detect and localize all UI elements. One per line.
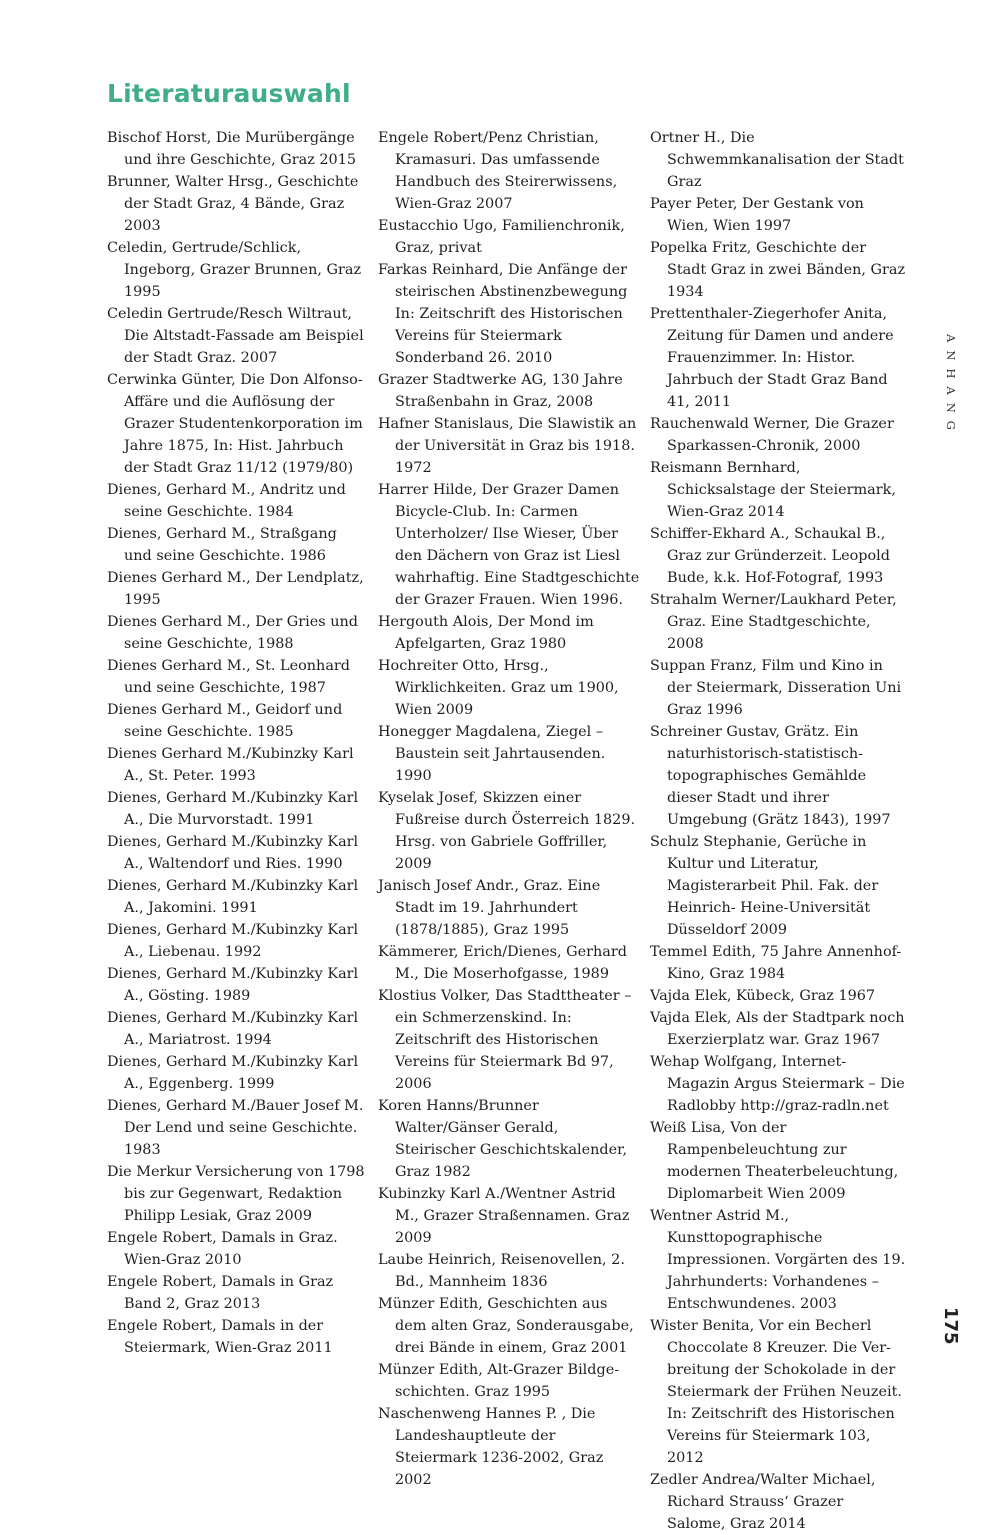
bibliography-entry: Payer Peter, Der Gestank von Wien, Wien 1997 [650,196,864,234]
bibliography-entry: Engele Robert, Damals in Graz. Wien-Graz 2010 [107,1230,338,1268]
bibliography-entry: Harrer Hilde, Der Grazer Damen Bicycle-Club. In: Carmen Unterholzer/ Ilse Wieser, Über den Dächern von Graz ist Liesl wahrhaftig. Eine Stadtgeschichte der Grazer Frauen. Wien 1996. [378,482,640,608]
bibliography-entry: Bischof Horst, Die Murübergänge und ihre Geschichte, Graz 2015 [107,130,356,168]
bibliography-entry: Dienes Gerhard M., Der Lendplatz, 1995 [107,570,364,608]
bibliography-entry: Dienes, Gerhard M., Straßgang und seine Geschichte. 1986 [107,526,337,564]
bibliography-entry: Die Merkur Versicherung von 1798 bis zur Gegenwart, Redaktion Philipp Lesiak, Graz 2009 [107,1164,365,1224]
bibliography-entry: Dienes Gerhard M., St. Leonhard und seine Geschichte, 1987 [107,658,350,696]
bibliography-entry: Brunner, Walter Hrsg., Geschichte der Stadt Graz, 4 Bände, Graz 2003 [107,174,359,234]
bibliography-entry: Schulz Stephanie, Gerüche in Kultur und Literatur, Magisterarbeit Phil. Fak. der Heinrich- Heine-Universität Düsseldorf 2009 [650,834,879,938]
bibliography-entry: Eustacchio Ugo, Familienchronik, Graz, privat [378,218,625,256]
bibliography-entry: Kyselak Josef, Skizzen einer Fußreise durch Österreich 1829. Hrsg. von Gabriele Goffriller, 2009 [378,790,636,872]
bibliography-entry: Hergouth Alois, Der Mond im Apfelgarten, Graz 1980 [378,614,594,652]
bibliography-entry: Popelka Fritz, Geschichte der Stadt Graz in zwei Bänden, Graz 1934 [650,240,906,300]
page-number: 175 [940,1307,961,1345]
bibliography-column-2 [378,127,640,1491]
bibliography-entry: Schreiner Gustav, Grätz. Ein naturhistorisch-statistisch-topographisches Gemählde dieser Stadt und ihrer Umgebung (Grätz 1843), 1997 [650,724,891,828]
bibliography-entry: Grazer Stadtwerke AG, 130 Jahre Straßenbahn in Graz, 2008 [378,372,623,410]
bibliography-entry: Reismann Bernhard, Schicksalstage der Steiermark, Wien-Graz 2014 [650,460,896,520]
bibliography-entry: Vajda Elek, Kübeck, Graz 1967 [650,988,876,1004]
bibliography-entry: Dienes Gerhard M., Der Gries und seine Geschichte, 1988 [107,614,358,652]
bibliography-entry: Kämmerer, Erich/Dienes, Gerhard M., Die Moserhofgasse, 1989 [378,944,627,982]
bibliography-entry: Dienes, Gerhard M./Kubinzky Karl A., Die Murvorstadt. 1991 [107,790,359,828]
bibliography-entry: Dienes Gerhard M., Geidorf und seine Geschichte. 1985 [107,702,343,740]
bibliography-entry: Münzer Edith, Geschichten aus dem alten Graz, Sonderausgabe, drei Bände in einem, Graz 2001 [378,1296,634,1356]
bibliography-entry: Zedler Andrea/Walter Michael, Richard Strauss‘ Grazer Salome, Graz 2014 [650,1472,876,1532]
bibliography-entry: Celedin, Gertrude/Schlick, Ingeborg, Grazer Brunnen, Graz 1995 [107,240,362,300]
bibliography-entry: Engele Robert/Penz Christian, Kramasuri. Das umfassende Handbuch des Steirerwissens, Wien-Graz 2007 [378,130,618,212]
bibliography-entry: Farkas Reinhard, Die Anfänge der steirischen Abstinenzbewegung In: Zeitschrift des Historischen Vereins für Steiermark Sonderband 26. 2010 [378,262,628,366]
bibliography-entry: Dienes, Gerhard M./Kubinzky Karl A., Jakomini. 1991 [107,878,359,916]
bibliography-entry: Dienes, Gerhard M./Kubinzky Karl A., Liebenau. 1992 [107,922,359,960]
bibliography-entry: Janisch Josef Andr., Graz. Eine Stadt im 19. Jahrhundert (1878/1885), Graz 1995 [378,878,601,938]
bibliography-entry: Koren Hanns/Brunner Walter/Gänser Gerald, Steirischer Geschichtskalender, Graz 1982 [378,1098,628,1180]
bibliography-entry: Hafner Stanislaus, Die Slawistik an der Universität in Graz bis 1918. 1972 [378,416,637,476]
page-title: Literaturauswahl [107,78,351,108]
bibliography-entry: Wentner Astrid M., Kunsttopographische Impressionen. Vorgärten des 19. Jahrhunderts: Vorhandenes – Entschwundenes. 2003 [650,1208,906,1312]
bibliography-entry: Naschenweng Hannes P. , Die Landeshauptleute der Steiermark 1236-2002, Graz 2002 [378,1406,604,1488]
bibliography-entry: Prettenthaler-Ziegerhofer Anita, Zeitung für Damen und andere Frauenzimmer. In: Histor. Jahrbuch der Stadt Graz Band 41, 2011 [650,306,894,410]
bibliography-column-1 [107,127,369,1359]
bibliography-entry: Wehap Wolfgang, Internet-Magazin Argus Steiermark – Die Radlobby http://graz-radln.net [650,1054,905,1114]
bibliography-entry: Dienes, Gerhard M., Andritz und seine Geschichte. 1984 [107,482,346,520]
bibliography-entry: Laube Heinrich, Reisenovellen, 2. Bd., Mannheim 1836 [378,1252,625,1290]
bibliography-entry: Münzer Edith, Alt-Grazer Bildgeschichten. Graz 1995 [378,1362,620,1400]
bibliography-entry: Cerwinka Günter, Die Don Alfonso-Affäre und die Auflösung der Grazer Studentenkorporation im Jahre 1875, In: Hist. Jahrbuch der Stadt Graz 11/12 (1979/80) [107,372,363,476]
bibliography-entry: Dienes, Gerhard M./Kubinzky Karl A., Eggenberg. 1999 [107,1054,359,1092]
bibliography-entry: Temmel Edith, 75 Jahre Annenhof-Kino, Graz 1984 [650,944,902,982]
bibliography-entry: Strahalm Werner/Laukhard Peter, Graz. Eine Stadtgeschichte, 2008 [650,592,897,652]
bibliography-entry: Dienes, Gerhard M./Kubinzky Karl A., Waltendorf und Ries. 1990 [107,834,359,872]
bibliography-entry: Ortner H., Die Schwemmkanalisation der Stadt Graz [650,130,904,190]
bibliography-entry: Dienes, Gerhard M./Bauer Josef M. Der Lend und seine Geschichte. 1983 [107,1098,364,1158]
bibliography-entry: Vajda Elek, Als der Stadtpark noch Exerzierplatz war. Graz 1967 [650,1010,905,1048]
bibliography-entry: Wister Benita, Vor ein Becherl Choccolate 8 Kreuzer. Die Verbreitung der Schokolade in der Steiermark der Frühen Neuzeit. In: Zeitschrift des Historischen Vereins für Steiermark 103, 2012 [650,1318,902,1466]
bibliography-entry: Rauchenwald Werner, Die Grazer Sparkassen-Chronik, 2000 [650,416,894,454]
bibliography-entry: Engele Robert, Damals in Graz Band 2, Graz 2013 [107,1274,334,1312]
bibliography-entry: Celedin Gertrude/Resch Wiltraut, Die Altstadt-Fassade am Beispiel der Stadt Graz. 2007 [107,306,364,366]
bibliography-entry: Dienes, Gerhard M./Kubinzky Karl A., Gösting. 1989 [107,966,359,1004]
bibliography-entry: Honegger Magdalena, Ziegel – Baustein seit Jahrtausenden. 1990 [378,724,606,784]
bibliography-entry: Suppan Franz, Film und Kino in der Steiermark, Disseration Uni Graz 1996 [650,658,902,718]
bibliography-entry: Dienes Gerhard M./Kubinzky Karl A., St. Peter. 1993 [107,746,354,784]
bibliography-column-3 [650,127,906,1535]
bibliography-entry: Klostius Volker, Das Stadttheater – ein Schmerzenskind. In: Zeitschrift des Historischen Vereins für Steiermark Bd 97, 2006 [378,988,632,1092]
bibliography-entry: Schiffer-Ekhard A., Schaukal B., Graz zur Gründerzeit. Leopold Bude, k.k. Hof-Fotograf, 1993 [650,526,890,586]
bibliography-entry: Engele Robert, Damals in der Steiermark, Wien-Graz 2011 [107,1318,333,1356]
section-label: ANHANG [944,334,958,438]
bibliography-entry: Hochreiter Otto, Hrsg., Wirklichkeiten. Graz um 1900, Wien 2009 [378,658,619,718]
bibliography-entry: Kubinzky Karl A./Wentner Astrid M., Grazer Straßennamen. Graz 2009 [378,1186,630,1246]
bibliography-entry: Dienes, Gerhard M./Kubinzky Karl A., Mariatrost. 1994 [107,1010,359,1048]
bibliography-entry: Weiß Lisa, Von der Rampenbeleuchtung zur modernen Theaterbeleuchtung, Diplomarbeit Wien 2009 [650,1120,899,1202]
